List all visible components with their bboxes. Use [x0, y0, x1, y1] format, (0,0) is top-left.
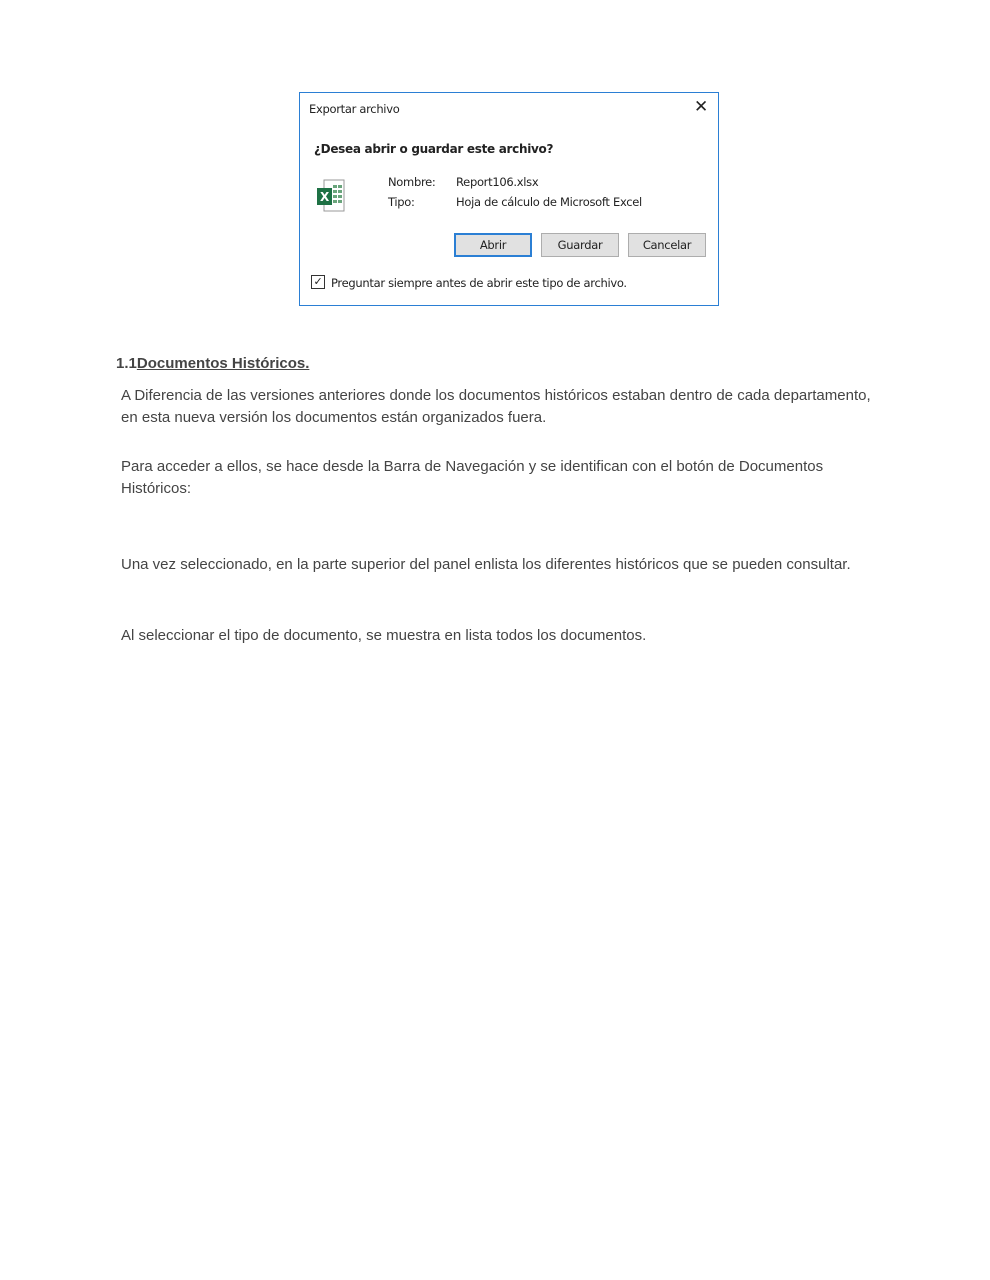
type-label: Tipo: — [388, 195, 415, 209]
close-icon[interactable]: ✕ — [694, 97, 708, 117]
save-button[interactable]: Guardar — [541, 233, 619, 257]
paragraph: Una vez seleccionado, en la parte superior del panel enlista los diferentes históricos que se pueden consultar. — [121, 556, 851, 573]
always-ask-checkbox[interactable]: ✓ — [311, 275, 325, 289]
open-button[interactable]: Abrir — [454, 233, 532, 257]
section-heading — [116, 355, 309, 372]
svg-text:X: X — [320, 190, 329, 204]
name-value: Report106.xlsx — [456, 175, 539, 189]
type-value: Hoja de cálculo de Microsoft Excel — [456, 195, 642, 209]
name-label: Nombre: — [388, 175, 436, 189]
excel-file-icon — [316, 179, 346, 213]
section-number: 1.1 — [116, 355, 137, 372]
paragraph: Para acceder a ellos, se hace desde la Barra de Navegación y se identifican con el botón de Documentos Históricos: — [121, 458, 824, 497]
section-title: Documentos Históricos. — [136, 355, 310, 372]
paragraph: Al seleccionar el tipo de documento, se muestra en lista todos los documentos. — [121, 627, 647, 644]
dialog-title: Exportar archivo — [309, 102, 400, 116]
export-file-dialog — [299, 92, 719, 306]
paragraph: A Diferencia de las versiones anteriores donde los documentos históricos estaban dentro de cada departamento, en esta nueva versión los documentos están organizados fuera. — [121, 387, 871, 426]
cancel-button[interactable]: Cancelar — [628, 233, 706, 257]
always-ask-label: Preguntar siempre antes de abrir este tipo de archivo. — [331, 276, 627, 290]
dialog-question: ¿Desea abrir o guardar este archivo? — [314, 142, 554, 156]
